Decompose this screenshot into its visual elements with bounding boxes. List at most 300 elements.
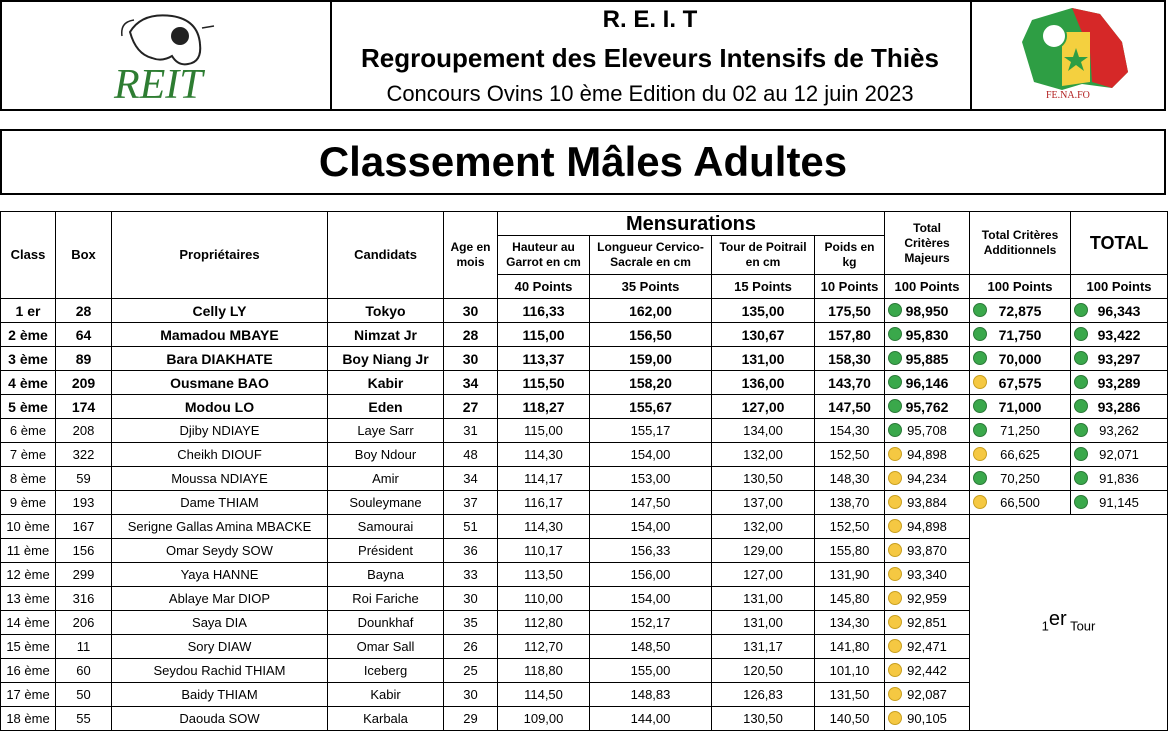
cell-class: 11 ème [1, 539, 56, 563]
green-indicator-icon [888, 351, 902, 365]
yellow-indicator-icon [888, 543, 902, 557]
cell-tour: 130,50 [712, 467, 815, 491]
cell-owner: Modou LO [112, 395, 328, 419]
cell-hauteur: 116,17 [498, 491, 590, 515]
header [0, 0, 1166, 111]
cell-age: 29 [444, 707, 498, 731]
green-indicator-icon [1074, 327, 1088, 341]
cell-poids: 138,70 [815, 491, 885, 515]
cell-add [970, 443, 1071, 467]
cell-age: 37 [444, 491, 498, 515]
cell-add [970, 371, 1071, 395]
cell-owner: Sory DIAW [112, 635, 328, 659]
yellow-indicator-icon [888, 615, 902, 629]
cell-class: 8 ème [1, 467, 56, 491]
mensurations-header: Mensurations [498, 212, 885, 236]
reit-logo [2, 2, 332, 109]
cell-maj [885, 323, 970, 347]
score-value: 93,286 [1097, 398, 1141, 415]
cell-poids: 143,70 [815, 371, 885, 395]
green-indicator-icon [973, 327, 987, 341]
score-value: 72,875 [998, 302, 1042, 319]
cell-candidate: Kabir [328, 683, 444, 707]
green-indicator-icon [1074, 351, 1088, 365]
cell-poids: 154,30 [815, 419, 885, 443]
table-row [1, 395, 1168, 419]
green-indicator-icon [973, 351, 987, 365]
cell-candidate: Bayna [328, 563, 444, 587]
cell-longueur: 155,00 [590, 659, 712, 683]
cell-owner: Ablaye Mar DIOP [112, 587, 328, 611]
points-poids: 10 Points [815, 275, 885, 299]
cell-class: 5 ème [1, 395, 56, 419]
cell-poids: 141,80 [815, 635, 885, 659]
score-value: 94,898 [907, 446, 947, 462]
cell-poids: 101,10 [815, 659, 885, 683]
cell-owner: Serigne Gallas Amina MBACKE [112, 515, 328, 539]
cell-hauteur: 112,70 [498, 635, 590, 659]
cell-box: 55 [56, 707, 112, 731]
cell-age: 30 [444, 683, 498, 707]
cell-candidate: Karbala [328, 707, 444, 731]
cell-hauteur: 114,30 [498, 443, 590, 467]
green-indicator-icon [1074, 495, 1088, 509]
cell-tour: 127,00 [712, 563, 815, 587]
cell-hauteur: 116,33 [498, 299, 590, 323]
cell-candidate: Eden [328, 395, 444, 419]
cell-box: 174 [56, 395, 112, 419]
score-value: 95,762 [905, 398, 949, 415]
cell-maj [885, 347, 970, 371]
cell-box: 167 [56, 515, 112, 539]
cell-tour: 132,00 [712, 443, 815, 467]
cell-box: 156 [56, 539, 112, 563]
cell-longueur: 156,33 [590, 539, 712, 563]
cell-class: 7 ème [1, 443, 56, 467]
yellow-indicator-icon [973, 447, 987, 461]
yellow-indicator-icon [888, 495, 902, 509]
cell-longueur: 162,00 [590, 299, 712, 323]
score-value: 92,851 [907, 614, 947, 630]
cell-tour: 126,83 [712, 683, 815, 707]
points-hauteur: 40 Points [498, 275, 590, 299]
page-title: Classement Mâles Adultes [0, 129, 1166, 195]
cell-longueur: 148,50 [590, 635, 712, 659]
green-indicator-icon [973, 303, 987, 317]
cell-tour: 131,00 [712, 611, 815, 635]
cell-longueur: 154,00 [590, 443, 712, 467]
cell-class: 6 ème [1, 419, 56, 443]
cell-longueur: 144,00 [590, 707, 712, 731]
cell-candidate: Omar Sall [328, 635, 444, 659]
cell-box: 64 [56, 323, 112, 347]
green-indicator-icon [973, 399, 987, 413]
cell-add [970, 467, 1071, 491]
cell-total [1071, 371, 1168, 395]
cell-age: 30 [444, 347, 498, 371]
cell-longueur: 147,50 [590, 491, 712, 515]
cell-owner: Yaya HANNE [112, 563, 328, 587]
score-value: 90,105 [907, 710, 947, 726]
cell-class: 12 ème [1, 563, 56, 587]
cell-longueur: 156,50 [590, 323, 712, 347]
cell-total [1071, 323, 1168, 347]
round-label [970, 515, 1168, 731]
cell-tour: 135,00 [712, 299, 815, 323]
cell-age: 34 [444, 467, 498, 491]
round-number: 1 [1041, 618, 1049, 634]
cell-tour: 130,67 [712, 323, 815, 347]
cell-longueur: 153,00 [590, 467, 712, 491]
cell-class: 1 er [1, 299, 56, 323]
cell-owner: Mamadou MBAYE [112, 323, 328, 347]
cell-candidate: Laye Sarr [328, 419, 444, 443]
ranking-body [1, 299, 1168, 731]
col-class: Class [1, 212, 56, 299]
score-value: 70,250 [1000, 470, 1040, 486]
table-row [1, 515, 1168, 539]
cell-box: 193 [56, 491, 112, 515]
cell-poids: 152,50 [815, 515, 885, 539]
col-longueur: Longueur Cervico-Sacrale en cm [590, 236, 712, 275]
cell-tour: 137,00 [712, 491, 815, 515]
score-value: 66,625 [1000, 446, 1040, 462]
col-owner: Propriétaires [112, 212, 328, 299]
cell-box: 299 [56, 563, 112, 587]
cell-total [1071, 443, 1168, 467]
green-indicator-icon [888, 303, 902, 317]
green-indicator-icon [888, 327, 902, 341]
cell-hauteur: 115,00 [498, 323, 590, 347]
score-value: 70,000 [998, 350, 1042, 367]
cell-tour: 131,00 [712, 587, 815, 611]
table-row [1, 299, 1168, 323]
score-value: 71,750 [998, 326, 1042, 343]
col-age: Age en mois [444, 212, 498, 299]
cell-owner: Celly LY [112, 299, 328, 323]
score-value: 93,297 [1097, 350, 1141, 367]
cell-tour: 130,50 [712, 707, 815, 731]
score-value: 93,340 [907, 566, 947, 582]
cell-poids: 147,50 [815, 395, 885, 419]
cell-poids: 145,80 [815, 587, 885, 611]
table-row [1, 347, 1168, 371]
score-value: 98,950 [905, 302, 949, 319]
cell-longueur: 155,67 [590, 395, 712, 419]
cell-maj [885, 443, 970, 467]
green-indicator-icon [1074, 447, 1088, 461]
cell-hauteur: 114,30 [498, 515, 590, 539]
score-value: 91,145 [1099, 494, 1139, 510]
cell-hauteur: 114,50 [498, 683, 590, 707]
cell-box: 209 [56, 371, 112, 395]
cell-longueur: 156,00 [590, 563, 712, 587]
cell-hauteur: 110,17 [498, 539, 590, 563]
cell-age: 26 [444, 635, 498, 659]
org-acronym: R. E. I. T [602, 6, 698, 33]
svg-text:REIT: REIT [114, 62, 203, 108]
green-indicator-icon [1074, 303, 1088, 317]
points-total: 100 Points [1071, 275, 1168, 299]
cell-tour: 134,00 [712, 419, 815, 443]
cell-age: 31 [444, 419, 498, 443]
cell-add [970, 347, 1071, 371]
green-indicator-icon [973, 471, 987, 485]
score-value: 91,836 [1099, 470, 1139, 486]
cell-longueur: 155,17 [590, 419, 712, 443]
cell-candidate: Kabir [328, 371, 444, 395]
green-indicator-icon [888, 423, 902, 437]
cell-maj [885, 491, 970, 515]
cell-age: 25 [444, 659, 498, 683]
score-value: 67,575 [998, 374, 1042, 391]
cell-total [1071, 467, 1168, 491]
round-ordinal: er [1048, 607, 1067, 630]
cell-candidate: Iceberg [328, 659, 444, 683]
cell-hauteur: 118,27 [498, 395, 590, 419]
cell-tour: 131,00 [712, 347, 815, 371]
cell-class: 14 ème [1, 611, 56, 635]
cell-candidate: Boy Niang Jr [328, 347, 444, 371]
yellow-indicator-icon [973, 375, 987, 389]
cell-longueur: 159,00 [590, 347, 712, 371]
cell-maj [885, 587, 970, 611]
cell-longueur: 158,20 [590, 371, 712, 395]
cell-candidate: Samourai [328, 515, 444, 539]
cell-maj [885, 419, 970, 443]
cell-maj [885, 659, 970, 683]
cell-class: 18 ème [1, 707, 56, 731]
org-name: Regroupement des Eleveurs Intensifs de Thiès [361, 43, 939, 73]
cell-poids: 155,80 [815, 539, 885, 563]
cell-tour: 127,00 [712, 395, 815, 419]
cell-candidate: Président [328, 539, 444, 563]
cell-tour: 120,50 [712, 659, 815, 683]
cell-add [970, 395, 1071, 419]
cell-hauteur: 110,00 [498, 587, 590, 611]
cell-box: 11 [56, 635, 112, 659]
cell-poids: 175,50 [815, 299, 885, 323]
cell-poids: 140,50 [815, 707, 885, 731]
points-tour: 15 Points [712, 275, 815, 299]
cell-candidate: Souleymane [328, 491, 444, 515]
cell-hauteur: 113,50 [498, 563, 590, 587]
cell-candidate: Dounkhaf [328, 611, 444, 635]
cell-box: 60 [56, 659, 112, 683]
yellow-indicator-icon [888, 687, 902, 701]
score-value: 93,884 [907, 494, 947, 510]
score-value: 94,234 [907, 470, 947, 486]
green-indicator-icon [1074, 375, 1088, 389]
cell-maj [885, 683, 970, 707]
col-poids: Poids en kg [815, 236, 885, 275]
cell-maj [885, 635, 970, 659]
cell-maj [885, 515, 970, 539]
cell-owner: Seydou Rachid THIAM [112, 659, 328, 683]
cell-owner: Omar Seydy SOW [112, 539, 328, 563]
score-value: 71,000 [998, 398, 1042, 415]
cell-hauteur: 115,00 [498, 419, 590, 443]
cell-poids: 134,30 [815, 611, 885, 635]
score-value: 92,471 [907, 638, 947, 654]
cell-total [1071, 491, 1168, 515]
cell-tour: 136,00 [712, 371, 815, 395]
cell-age: 30 [444, 299, 498, 323]
cell-owner: Dame THIAM [112, 491, 328, 515]
cell-total [1071, 419, 1168, 443]
cell-maj [885, 611, 970, 635]
cell-poids: 131,50 [815, 683, 885, 707]
cell-add [970, 299, 1071, 323]
cell-class: 2 ème [1, 323, 56, 347]
cell-poids: 148,30 [815, 467, 885, 491]
cell-maj [885, 539, 970, 563]
yellow-indicator-icon [888, 519, 902, 533]
cell-age: 34 [444, 371, 498, 395]
cell-poids: 131,90 [815, 563, 885, 587]
score-value: 95,708 [907, 422, 947, 438]
cell-tour: 129,00 [712, 539, 815, 563]
cell-longueur: 154,00 [590, 515, 712, 539]
green-indicator-icon [1074, 423, 1088, 437]
yellow-indicator-icon [888, 711, 902, 725]
score-value: 95,885 [905, 350, 949, 367]
cell-candidate: Tokyo [328, 299, 444, 323]
score-value: 93,289 [1097, 374, 1141, 391]
cell-age: 51 [444, 515, 498, 539]
fenafo-logo [972, 2, 1164, 109]
cell-box: 206 [56, 611, 112, 635]
cell-box: 28 [56, 299, 112, 323]
cell-add [970, 491, 1071, 515]
cell-hauteur: 118,80 [498, 659, 590, 683]
cell-class: 3 ème [1, 347, 56, 371]
table-row [1, 443, 1168, 467]
cell-age: 27 [444, 395, 498, 419]
cell-maj [885, 395, 970, 419]
cell-class: 16 ème [1, 659, 56, 683]
cell-age: 28 [444, 323, 498, 347]
yellow-indicator-icon [888, 663, 902, 677]
score-value: 92,959 [907, 590, 947, 606]
cell-owner: Ousmane BAO [112, 371, 328, 395]
cell-maj [885, 467, 970, 491]
cell-age: 35 [444, 611, 498, 635]
yellow-indicator-icon [888, 471, 902, 485]
ranking-table [0, 211, 1168, 731]
cell-owner: Cheikh DIOUF [112, 443, 328, 467]
cell-total [1071, 347, 1168, 371]
yellow-indicator-icon [973, 495, 987, 509]
svg-text:FE.NA.FO: FE.NA.FO [1046, 90, 1090, 101]
green-indicator-icon [973, 423, 987, 437]
cell-box: 322 [56, 443, 112, 467]
points-majeurs: 100 Points [885, 275, 970, 299]
cell-maj [885, 299, 970, 323]
cell-total [1071, 395, 1168, 419]
cell-hauteur: 112,80 [498, 611, 590, 635]
cell-owner: Saya DIA [112, 611, 328, 635]
green-indicator-icon [888, 375, 902, 389]
cell-box: 316 [56, 587, 112, 611]
yellow-indicator-icon [888, 639, 902, 653]
cell-class: 10 ème [1, 515, 56, 539]
col-tour: Tour de Poitrail en cm [712, 236, 815, 275]
score-value: 93,870 [907, 542, 947, 558]
cell-owner: Baidy THIAM [112, 683, 328, 707]
cell-candidate: Amir [328, 467, 444, 491]
score-value: 92,087 [907, 686, 947, 702]
cell-class: 17 ème [1, 683, 56, 707]
cell-class: 15 ème [1, 635, 56, 659]
cell-class: 9 ème [1, 491, 56, 515]
col-candidate: Candidats [328, 212, 444, 299]
cell-longueur: 154,00 [590, 587, 712, 611]
green-indicator-icon [1074, 399, 1088, 413]
cell-longueur: 148,83 [590, 683, 712, 707]
header-titles [330, 2, 972, 109]
cell-box: 59 [56, 467, 112, 491]
cell-candidate: Nimzat Jr [328, 323, 444, 347]
round-word: Tour [1066, 618, 1096, 634]
score-value: 71,250 [1000, 422, 1040, 438]
contest-edition: Concours Ovins 10 ème Edition du 02 au 12 juin 2023 [386, 81, 914, 106]
cell-tour: 131,17 [712, 635, 815, 659]
col-hauteur: Hauteur au Garrot en cm [498, 236, 590, 275]
score-value: 96,343 [1097, 302, 1141, 319]
table-row [1, 491, 1168, 515]
cell-box: 89 [56, 347, 112, 371]
cell-maj [885, 371, 970, 395]
table-row [1, 371, 1168, 395]
cell-total [1071, 299, 1168, 323]
green-indicator-icon [888, 399, 902, 413]
cell-candidate: Boy Ndour [328, 443, 444, 467]
yellow-indicator-icon [888, 567, 902, 581]
cell-poids: 158,30 [815, 347, 885, 371]
yellow-indicator-icon [888, 591, 902, 605]
cell-owner: Daouda SOW [112, 707, 328, 731]
score-value: 92,442 [907, 662, 947, 678]
score-value: 93,422 [1097, 326, 1141, 343]
cell-poids: 152,50 [815, 443, 885, 467]
cell-poids: 157,80 [815, 323, 885, 347]
cell-hauteur: 114,17 [498, 467, 590, 491]
cell-owner: Bara DIAKHATE [112, 347, 328, 371]
col-total-additionnels: Total Critères Additionnels [970, 212, 1071, 275]
score-value: 92,071 [1099, 446, 1139, 462]
cell-add [970, 323, 1071, 347]
cell-age: 36 [444, 539, 498, 563]
cell-hauteur: 109,00 [498, 707, 590, 731]
score-value: 94,898 [907, 518, 947, 534]
cell-hauteur: 113,37 [498, 347, 590, 371]
table-row [1, 419, 1168, 443]
cell-class: 4 ème [1, 371, 56, 395]
cell-maj [885, 563, 970, 587]
cell-class: 13 ème [1, 587, 56, 611]
score-value: 95,830 [905, 326, 949, 343]
score-value: 96,146 [905, 374, 949, 391]
green-indicator-icon [1074, 471, 1088, 485]
score-value: 93,262 [1099, 422, 1139, 438]
points-longueur: 35 Points [590, 275, 712, 299]
col-total: TOTAL [1071, 212, 1168, 275]
cell-age: 30 [444, 587, 498, 611]
cell-candidate: Roi Fariche [328, 587, 444, 611]
cell-hauteur: 115,50 [498, 371, 590, 395]
table-row [1, 323, 1168, 347]
